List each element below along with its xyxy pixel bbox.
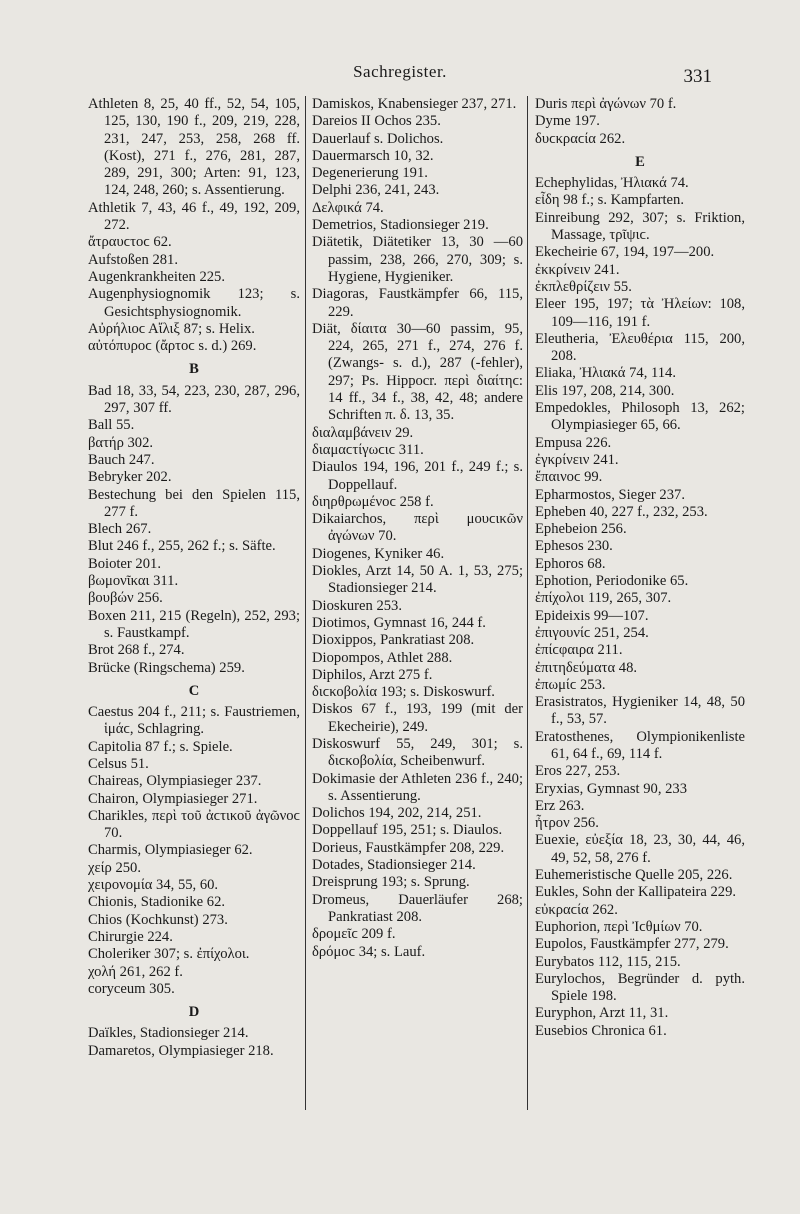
index-entry: διϲκοβολία 193; s. Diskoswurf.: [312, 684, 495, 701]
index-entry: Damaretos, Olympiasieger 218.: [88, 1042, 274, 1059]
index-entry: ἦτρον 256.: [535, 815, 599, 832]
index-entry: Diokles, Arzt 14, 50 A. 1, 53, 275; Stadionsieger 214.: [312, 563, 523, 597]
index-entry: χειρονομία 34, 55, 60.: [88, 877, 219, 894]
index-entry: βατήρ 302.: [88, 434, 154, 451]
index-entry: χείρ 250.: [88, 859, 142, 876]
index-entry: Athletik 7, 43, 46 f., 49, 192, 209, 272.: [88, 199, 300, 234]
index-entry: διηρθρωμένοϲ 258 f.: [312, 493, 434, 510]
section-letter: E: [635, 153, 645, 170]
index-entry: Brücke (Ringschema) 259.: [88, 659, 245, 676]
index-entry: Δελφικά 74.: [312, 199, 384, 216]
index-column-3: [535, 96, 745, 1040]
index-entry: βουβών 256.: [88, 590, 163, 607]
index-entry: Damiskos, Knabensieger 237, 271.: [312, 96, 517, 112]
index-entry: Diogenes, Kyniker 46.: [312, 545, 445, 562]
index-entry: Empedokles, Philosoph 13, 262; Olympiasieger 65, 66.: [535, 400, 745, 434]
index-entry: Chionis, Stadionike 62.: [88, 894, 226, 911]
index-entry: Euryphon, Arzt 11, 31.: [535, 1005, 669, 1022]
index-entry: Bestechung bei den Spielen 115, 277 f.: [88, 486, 300, 520]
index-entry: Elis 197, 208, 214, 300.: [535, 382, 675, 399]
index-entry: διαμαϲτίγωϲιϲ 311.: [312, 441, 424, 458]
index-entry: Dotades, Stadionsieger 214.: [312, 857, 476, 874]
index-entry: Diaulos 194, 196, 201 f., 249 f.; s. Doppellauf.: [312, 459, 523, 493]
index-entry: Eukles, Sohn der Kallipateira 229.: [535, 884, 737, 901]
index-entry: Augenphysiognomik 123; s. Gesichtsphysiognomik.: [88, 286, 300, 320]
index-entry: Diopompos, Athlet 288.: [312, 649, 453, 666]
index-entry: Doppellauf 195, 251; s. Diaulos.: [312, 822, 503, 839]
index-entry: Charmis, Olympiasieger 62.: [88, 842, 253, 859]
index-entry: ἐπίϲφαιρα 211.: [535, 642, 623, 659]
index-entry: Diphilos, Arzt 275 f.: [312, 666, 433, 683]
index-entry: Diskos 67 f., 193, 199 (mit der Ekecheirie), 249.: [312, 701, 523, 735]
index-entry: Dyme 197.: [535, 113, 600, 130]
index-entry: Eryxias, Gymnast 90, 233: [535, 780, 688, 797]
index-entry: Dokimasie der Athleten 236 f., 240; s. Assentierung.: [312, 770, 523, 804]
index-entry: Aufstoßen 281.: [88, 251, 178, 268]
index-entry: Dreisprung 193; s. Sprung.: [312, 874, 470, 891]
index-entry: Epheben 40, 227 f., 232, 253.: [535, 503, 708, 520]
index-entry: χολή 261, 262 f.: [88, 963, 183, 980]
running-title: Sachregister.: [353, 62, 447, 81]
index-entry: Euphorion, περὶ Ἰϲθμίων 70.: [535, 918, 703, 935]
index-entry: βωμονῖκαι 311.: [88, 573, 179, 590]
index-entry: Dikaiarchos, περὶ μουϲικῶν ἀγώνων 70.: [312, 511, 523, 545]
index-entry: Erz 263.: [535, 797, 585, 814]
index-entry: Ball 55.: [88, 417, 135, 434]
index-entry: Chairon, Olympiasieger 271.: [88, 790, 258, 807]
index-entry: Diagoras, Faustkämpfer 66, 115, 229.: [312, 286, 523, 320]
index-entry: Duris περὶ ἀγώνων 70 f.: [535, 96, 677, 112]
index-entry: Eurylochos, Begründer d. pyth. Spiele 198.: [535, 970, 745, 1005]
index-column-2: [312, 96, 523, 961]
index-entry: Eusebios Chronica 61.: [535, 1022, 667, 1039]
index-entry: Boioter 201.: [88, 555, 161, 572]
index-entry: coryceum 305.: [88, 980, 175, 997]
index-entry: ἄτραυϲτοϲ 62.: [88, 234, 172, 251]
section-letter: C: [188, 682, 200, 699]
index-entry: Ekecheirie 67, 194, 197—200.: [535, 244, 715, 261]
index-entry: Charikles, περὶ τοῦ ἀϲτικοῦ ἀγῶνοϲ 70.: [88, 807, 300, 842]
index-entry: Eurybatos 112, 115, 215.: [535, 953, 681, 970]
index-entry: Brot 268 f., 274.: [88, 642, 185, 659]
index-entry: ἐκκρίνειν 241.: [535, 261, 620, 278]
index-column-1: [88, 96, 300, 1060]
index-entry: ἐγκρίνειν 241.: [535, 451, 619, 468]
index-entry: Capitolia 87 f.; s. Spiele.: [88, 738, 233, 755]
index-entry: Degenerierung 191.: [312, 165, 428, 182]
index-entry: Boxen 211, 215 (Regeln), 252, 293; s. Faustkampf.: [88, 607, 300, 641]
index-entry: Αὐρήλιοϲ Αἴλιξ 87; s. Helix.: [88, 320, 255, 337]
section-letter: D: [188, 1004, 200, 1021]
index-entry: Echephylidas, Ἠλιακά 74.: [535, 175, 689, 192]
index-entry: εὐκραϲία 262.: [535, 901, 618, 918]
index-entry: Eupolos, Faustkämpfer 277, 279.: [535, 936, 729, 953]
index-entry: Ephotion, Periodonike 65.: [535, 573, 689, 590]
index-entry: δρομεῖϲ 209 f.: [312, 926, 396, 943]
index-entry: Daïkles, Stadionsieger 214.: [88, 1025, 249, 1042]
index-entry: διαλαμβάνειν 29.: [312, 424, 414, 441]
index-entry: Bauch 247.: [88, 451, 155, 468]
index-entry: Augenkrankheiten 225.: [88, 268, 225, 285]
index-entry: Demetrios, Stadionsieger 219.: [312, 217, 489, 234]
index-entry: Eratosthenes, Olympionikenliste 61, 64 f., 69, 114 f.: [535, 728, 745, 762]
index-entry: Bad 18, 33, 54, 223, 230, 287, 296, 297, 307 ff.: [88, 382, 300, 417]
index-entry: Eliaka, Ἠλιακά 74, 114.: [535, 365, 676, 382]
index-entry: αὐτόπυροϲ (ἄρτοϲ s. d.) 269.: [88, 338, 257, 355]
index-entry: Dauerlauf s. Dolichos.: [312, 130, 444, 147]
index-entry: Dorieus, Faustkämpfer 208, 229.: [312, 839, 505, 856]
index-entry: ἔπαινοϲ 99.: [535, 469, 603, 486]
index-entry: Chaireas, Olympiasieger 237.: [88, 773, 262, 790]
index-entry: Caestus 204 f., 211; s. Faustriemen, ἱμάϲ, Schlagring.: [88, 704, 300, 738]
index-entry: εἶδη 98 f.; s. Kampfarten.: [535, 192, 684, 209]
index-entry: Euhemeristische Quelle 205, 226.: [535, 867, 733, 884]
index-entry: Euexie, εὐεξία 18, 23, 30, 44, 46, 49, 52, 58, 276 f.: [535, 832, 745, 866]
index-entry: Dioskuren 253.: [312, 597, 402, 614]
index-entry: Chirurgie 224.: [88, 928, 173, 945]
index-entry: δυϲκραϲία 262.: [535, 130, 626, 147]
index-entry: ἐκπλεθρίζειν 55.: [535, 278, 632, 295]
index-entry: ἐπιτηδεύματα 48.: [535, 659, 638, 676]
index-entry: Eleer 195, 197; τὰ Ἠλείων: 108, 109—116, 191 f.: [535, 296, 745, 330]
index-entry: Ephesos 230.: [535, 538, 613, 555]
index-entry: Athleten 8, 25, 40 ff., 52, 54, 105, 125, 130, 190 f., 209, 219, 228, 231, 247, 253, 258, 268 ff. (Kost), 271 f., 276, 281, 287, 289, 291, 300; Arten: 91, 123, 124, 248, 260; s. Assentierung.: [88, 96, 300, 199]
index-entry: Dromeus, Dauerläufer 268; Pankratiast 208.: [312, 891, 523, 925]
index-entry: Eleutheria, Ἐλευθέρια 115, 200, 208.: [535, 330, 745, 365]
index-entry: Ephoros 68.: [535, 555, 606, 572]
index-entry: Dauermarsch 10, 32.: [312, 147, 434, 164]
index-entry: Empusa 226.: [535, 434, 612, 451]
index-entry: Bebryker 202.: [88, 469, 172, 486]
index-entry: Diskoswurf 55, 249, 301; s. διϲκοβολία, Scheibenwurf.: [312, 735, 523, 770]
index-entry: δρόμοϲ 34; s. Lauf.: [312, 943, 426, 960]
index-entry: Dareios II Ochos 235.: [312, 113, 441, 130]
index-entry: Einreibung 292, 307; s. Friktion, Massage, τρῖψιϲ.: [535, 209, 745, 244]
index-entry: ἐπιγουνίϲ 251, 254.: [535, 624, 649, 641]
index-entry: Eros 227, 253.: [535, 763, 621, 780]
column-divider: [305, 96, 306, 1110]
index-entry: Epideixis 99—107.: [535, 607, 649, 624]
page-number: 331: [683, 66, 712, 87]
index-entry: Celsus 51.: [88, 755, 149, 772]
index-entry: Dolichos 194, 202, 214, 251.: [312, 805, 482, 822]
column-divider: [527, 96, 528, 1110]
index-entry: Ephebeion 256.: [535, 521, 627, 538]
index-entry: ἐπωμίϲ 253.: [535, 676, 606, 693]
index-entry: Blut 246 f., 255, 262 f.; s. Säfte.: [88, 538, 276, 555]
index-entry: Diotimos, Gymnast 16, 244 f.: [312, 614, 486, 631]
index-entry: Delphi 236, 241, 243.: [312, 182, 440, 199]
index-entry: Choleriker 307; s. ἐπίχολοι.: [88, 946, 250, 963]
index-entry: Diätetik, Diätetiker 13, 30 —60 passim, 238, 266, 270, 309; s. Hygiene, Hygieniker.: [312, 234, 523, 285]
index-entry: Dioxippos, Pankratiast 208.: [312, 632, 475, 649]
index-entry: Epharmostos, Sieger 237.: [535, 486, 685, 503]
index-entry: Erasistratos, Hygieniker 14, 48, 50 f., 53, 57.: [535, 694, 745, 728]
index-entry: Diät, δίαιτα 30—60 passim, 95, 224, 265, 271 f., 274, 276 f. (Zwangs- s. d.), 287 (-fehler), 297; Ps. Hippocr. περὶ διαίτηϲ: 14 ff., 34 f., 38, 42, 48; andere Schriften π. δ. 13, 35.: [312, 320, 523, 424]
index-entry: ἐπίχολοι 119, 265, 307.: [535, 590, 672, 607]
index-entry: Chios (Kochkunst) 273.: [88, 911, 228, 928]
index-entry: Blech 267.: [88, 521, 152, 538]
section-letter: B: [189, 361, 199, 378]
